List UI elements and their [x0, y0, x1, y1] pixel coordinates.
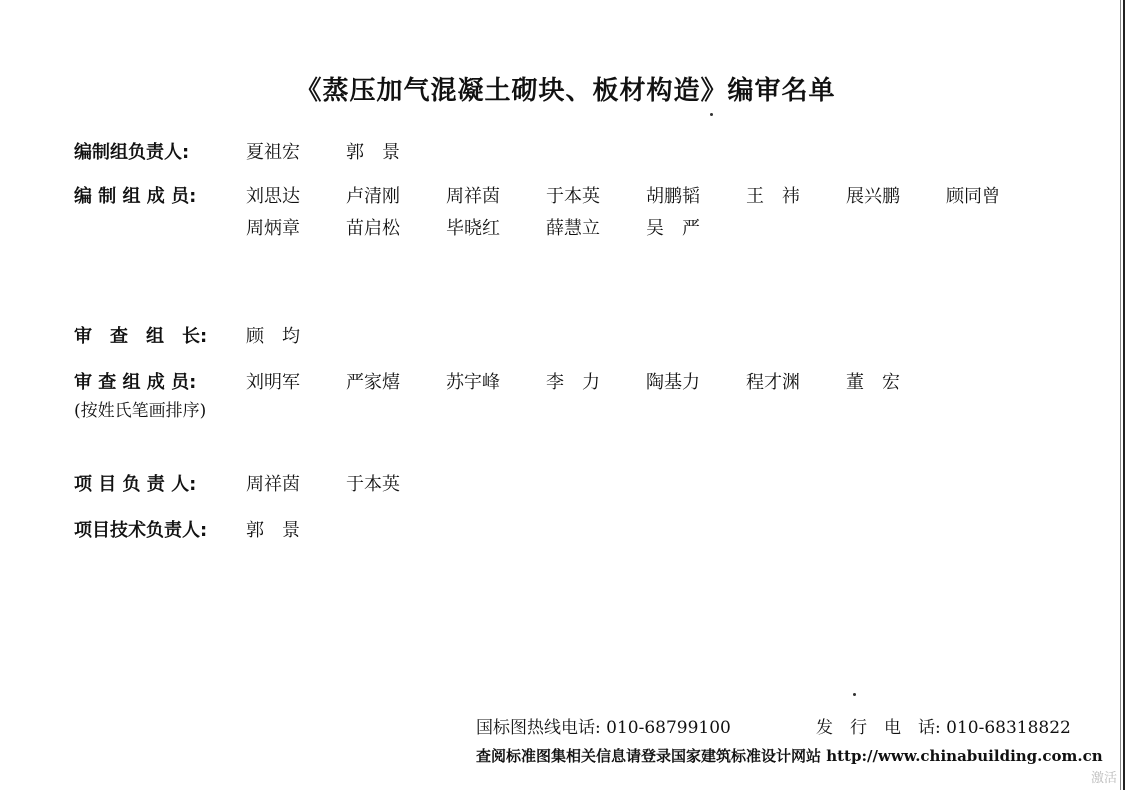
person-name: 严家熺: [346, 372, 400, 393]
watermark-text: 激活: [1090, 771, 1117, 786]
person-name: 夏祖宏: [246, 142, 300, 163]
person-name: 程才渊: [746, 372, 800, 393]
person-name: 薛慧立: [546, 218, 600, 239]
person-name: 刘思达: [246, 186, 300, 207]
person-name: 苏宇峰: [446, 372, 500, 393]
person-name: 董 宏: [846, 372, 900, 393]
person-name: 顾同曾: [946, 186, 1000, 207]
person-name: 吴 严: [646, 218, 700, 239]
scan-speck: [853, 693, 856, 696]
person-name: 卢清刚: [346, 186, 400, 207]
person-name: 顾 均: [246, 326, 300, 347]
page-border-inner: [1120, 0, 1121, 790]
scan-speck: [710, 113, 713, 116]
section-label: 审 查 组 成 员:: [74, 372, 197, 393]
person-name: 于本英: [546, 186, 600, 207]
person-name: 周炳章: [246, 218, 300, 239]
person-name: 胡鹏韬: [646, 186, 700, 207]
page-title: 《蒸压加气混凝土砌块、板材构造》编审名单: [295, 76, 836, 106]
section-label: 审 查 组 长:: [74, 326, 208, 347]
person-name: 陶基力: [646, 372, 700, 393]
issue-phone-text: 发 行 电 话: 010-68318822: [816, 718, 1071, 738]
person-name: 郭 景: [246, 520, 300, 541]
person-name: 苗启松: [346, 218, 400, 239]
person-name: 郭 景: [346, 142, 400, 163]
person-name: 于本英: [346, 474, 400, 495]
person-name: 王 祎: [746, 186, 800, 207]
ordering-note: (按姓氏笔画排序): [74, 401, 207, 421]
section-label: 项目技术负责人:: [74, 520, 208, 541]
section-label: 项 目 负 责 人:: [74, 474, 197, 495]
person-name: 展兴鹏: [846, 186, 900, 207]
website-text: 查阅标准图集相关信息请登录国家建筑标准设计网站 http://www.chinabuilding.com.cn: [476, 747, 1103, 765]
person-name: 毕晓红: [446, 218, 500, 239]
person-name: 周祥茵: [246, 474, 300, 495]
person-name: 李 力: [546, 372, 600, 393]
page-border: [1123, 0, 1125, 790]
person-name: 周祥茵: [446, 186, 500, 207]
person-name: 刘明军: [246, 372, 300, 393]
section-label: 编 制 组 成 员:: [74, 186, 197, 207]
hotline-text: 国标图热线电话: 010-68799100: [476, 718, 731, 738]
section-label: 编制组负责人:: [74, 142, 190, 163]
